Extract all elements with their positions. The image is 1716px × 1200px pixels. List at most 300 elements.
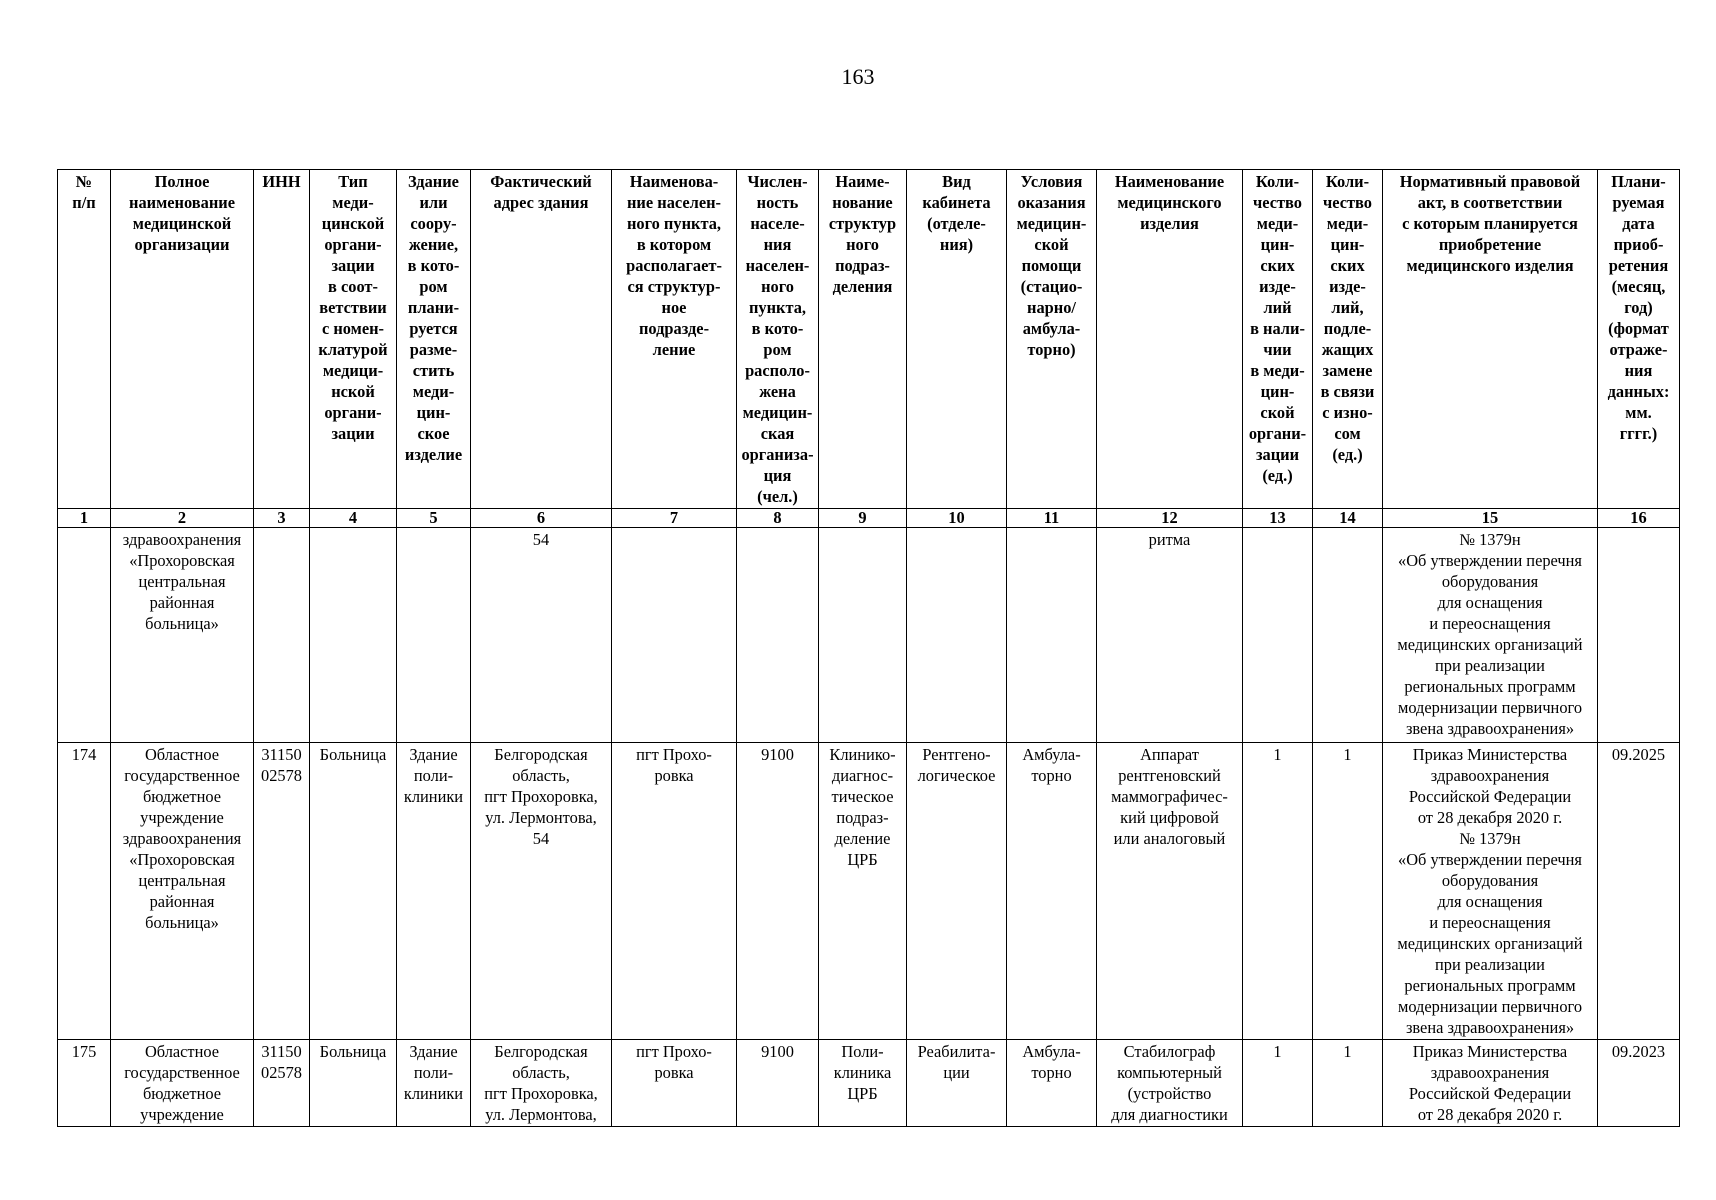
cell-line: торно) xyxy=(1027,340,1076,359)
cell-line: пгт Прохо- xyxy=(636,1042,712,1061)
cell-line: органи- xyxy=(1248,424,1307,443)
column-number: 7 xyxy=(612,509,737,528)
cell-line: Амбула- xyxy=(1022,745,1081,764)
column-number: 6 xyxy=(471,509,612,528)
table-cell xyxy=(471,743,612,1040)
cell-line: 02578 xyxy=(261,1063,302,1082)
cell-line: и переоснащения xyxy=(1429,614,1551,633)
cell-line: Условия xyxy=(1020,172,1083,191)
column-number: 14 xyxy=(1313,509,1383,528)
cell-line: подле- xyxy=(1323,319,1372,338)
cell-line: поли- xyxy=(413,1063,454,1082)
table-cell xyxy=(612,1040,737,1127)
table-cell xyxy=(907,743,1007,1040)
cell-line: № 1379н xyxy=(1459,829,1521,848)
cell-line: № 1379н xyxy=(1459,530,1521,549)
cell-line: в связи xyxy=(1320,382,1375,401)
cell-line: ровка xyxy=(654,1063,694,1082)
table-cell xyxy=(310,528,397,743)
column-header-5 xyxy=(397,170,471,509)
cell-line: лий xyxy=(1263,298,1292,317)
cell-line: при реализации xyxy=(1435,656,1545,675)
cell-line: торно xyxy=(1031,1063,1072,1082)
cell-line: маммографичес- xyxy=(1111,787,1228,806)
column-header-3 xyxy=(254,170,310,509)
cell-line: учреждение xyxy=(140,1105,224,1124)
column-header-8 xyxy=(737,170,819,509)
cell-line: ских xyxy=(1260,256,1295,275)
cell-line: меди- xyxy=(1326,214,1369,233)
cell-line: ного xyxy=(846,235,879,254)
cell-line: здравоохранения xyxy=(1430,766,1550,785)
cell-line: меди- xyxy=(412,382,455,401)
cell-line: область, xyxy=(512,1063,570,1082)
cell-line: зации xyxy=(331,256,375,275)
cell-line: пгт Прохоровка, xyxy=(484,1084,598,1103)
cell-line: Вид xyxy=(942,172,971,191)
cell-line: 175 xyxy=(71,1042,97,1061)
cell-line: «Об утверждении перечня xyxy=(1398,551,1582,570)
table-cell xyxy=(819,743,907,1040)
cell-line: клиника xyxy=(833,1063,892,1082)
cell-line: ность xyxy=(756,193,799,212)
cell-line: Наименова- xyxy=(629,172,719,191)
cell-line: от 28 декабря 2020 г. xyxy=(1417,808,1563,827)
table-cell xyxy=(58,1040,111,1127)
cell-line: больница» xyxy=(145,913,219,932)
cell-line: с номен- xyxy=(321,319,385,338)
table-cell xyxy=(254,1040,310,1127)
cell-line: ром xyxy=(419,277,448,296)
table-cell xyxy=(1007,1040,1097,1127)
cell-line: Нормативный правовой xyxy=(1399,172,1581,191)
table-cell xyxy=(1007,528,1097,743)
cell-line: ром xyxy=(763,340,792,359)
cell-line: 31150 xyxy=(261,745,302,764)
column-header-12 xyxy=(1097,170,1243,509)
cell-line: кий цифровой xyxy=(1120,808,1219,827)
table-cell xyxy=(737,528,819,743)
cell-line: организа- xyxy=(741,445,814,464)
cell-line: 02578 xyxy=(261,766,302,785)
table-cell xyxy=(1097,1040,1243,1127)
cell-line: районная xyxy=(149,892,215,911)
cell-line: подразде- xyxy=(638,319,710,338)
cell-line: нарно/ xyxy=(1027,298,1076,317)
cell-line: ское xyxy=(417,424,450,443)
cell-line: год) xyxy=(1624,298,1653,317)
cell-line: логическое xyxy=(917,766,996,785)
cell-line: Аппарат xyxy=(1140,745,1199,764)
cell-line: компьютерный xyxy=(1117,1063,1222,1082)
cell-line: поли- xyxy=(413,766,454,785)
cell-line: в соот- xyxy=(328,277,378,296)
cell-line: располагает- xyxy=(626,256,722,275)
column-header-2 xyxy=(111,170,254,509)
cell-line: звена здравоохранения» xyxy=(1405,719,1575,738)
cell-line: медицин- xyxy=(1016,214,1087,233)
table-cell xyxy=(254,743,310,1040)
column-number: 2 xyxy=(111,509,254,528)
cell-line: Российской Федерации xyxy=(1408,1084,1572,1103)
cell-line: 09.2025 xyxy=(1611,745,1666,764)
column-number: 13 xyxy=(1243,509,1313,528)
cell-line: амбула- xyxy=(1022,319,1081,338)
table-cell xyxy=(1598,1040,1680,1127)
table-cell xyxy=(819,528,907,743)
cell-line: бюджетное xyxy=(142,787,222,806)
cell-line: жена xyxy=(759,382,796,401)
table-cell xyxy=(612,528,737,743)
cell-line: региональных программ xyxy=(1404,976,1576,995)
cell-line: или аналоговый xyxy=(1113,829,1226,848)
table-cell xyxy=(1097,528,1243,743)
cell-line: (формат xyxy=(1608,319,1669,338)
cell-line: Клинико- xyxy=(829,745,896,764)
cell-line: в нали- xyxy=(1250,319,1305,338)
cell-line: «Прохоровская xyxy=(129,551,235,570)
cell-line: ЦРБ xyxy=(847,850,878,869)
cell-line: Приказ Министерства xyxy=(1412,1042,1568,1061)
cell-line: 9100 xyxy=(761,1042,794,1061)
cell-line: наименование xyxy=(129,193,235,212)
table-cell xyxy=(397,1040,471,1127)
table-cell xyxy=(819,1040,907,1127)
cell-line: 174 xyxy=(71,745,97,764)
cell-line: 9100 xyxy=(761,745,794,764)
table-cell xyxy=(1007,743,1097,1040)
cell-line: Больница xyxy=(319,745,387,764)
cell-line: ул. Лермонтова, xyxy=(485,808,597,827)
equipment-table xyxy=(57,169,1680,1127)
table-cell xyxy=(111,1040,254,1127)
cell-line: чии xyxy=(1263,340,1292,359)
table-cell xyxy=(58,528,111,743)
cell-line: подраз- xyxy=(836,808,889,827)
cell-line: медици- xyxy=(322,361,384,380)
cell-line: Белгородская xyxy=(494,745,588,764)
cell-line: государственное xyxy=(124,766,240,785)
cell-line: располо- xyxy=(745,361,810,380)
table-cell xyxy=(1243,743,1313,1040)
cell-line: клатурой xyxy=(318,340,388,359)
cell-line: (отделе- xyxy=(927,214,986,233)
cell-line: цин- xyxy=(1330,235,1365,254)
cell-line: приобретение xyxy=(1438,235,1542,254)
column-number: 11 xyxy=(1007,509,1097,528)
cell-line: ния) xyxy=(939,235,974,254)
cell-line: медицин- xyxy=(742,403,813,422)
cell-line: государственное xyxy=(124,1063,240,1082)
cell-line: оказания xyxy=(1017,193,1086,212)
cell-line: Российской Федерации xyxy=(1408,787,1572,806)
cell-line: региональных программ xyxy=(1404,677,1576,696)
cell-line: районная xyxy=(149,593,215,612)
cell-line: ровка xyxy=(654,766,694,785)
cell-line: ИНН xyxy=(262,172,301,191)
column-number: 10 xyxy=(907,509,1007,528)
cell-line: ния xyxy=(1624,361,1653,380)
cell-line: меди- xyxy=(1256,214,1299,233)
table-cell xyxy=(1383,1040,1598,1127)
cell-line: в кото- xyxy=(407,256,460,275)
column-header-14 xyxy=(1313,170,1383,509)
cell-line: изде- xyxy=(1329,277,1366,296)
cell-line: ного пункта, xyxy=(626,214,722,233)
cell-line: руется xyxy=(409,319,458,338)
table-cell xyxy=(58,743,111,1040)
cell-line: с изно- xyxy=(1322,403,1373,422)
cell-line: ции xyxy=(943,1063,970,1082)
cell-line: плани- xyxy=(407,298,460,317)
cell-line: Коли- xyxy=(1255,172,1300,191)
table-row xyxy=(58,528,1680,743)
cell-line: Здание xyxy=(409,745,458,764)
cell-line: ритма xyxy=(1148,530,1191,549)
cell-line: рентгеновский xyxy=(1118,766,1221,785)
cell-line: (ед.) xyxy=(1262,466,1293,485)
cell-line: нование xyxy=(832,193,893,212)
cell-line: ретения xyxy=(1608,256,1669,275)
cell-line: зации xyxy=(331,424,375,443)
cell-line: организации xyxy=(134,235,230,254)
cell-line: для оснащения xyxy=(1437,892,1543,911)
cell-line: адрес здания xyxy=(493,193,589,212)
cell-line: торно xyxy=(1031,766,1072,785)
cell-line: отраже- xyxy=(1609,340,1668,359)
cell-line: модернизации первичного xyxy=(1397,997,1583,1016)
cell-line: клиники xyxy=(403,1084,464,1103)
cell-line: Фактический xyxy=(490,172,592,191)
cell-line: населе- xyxy=(750,214,805,233)
cell-line: мм. xyxy=(1625,403,1652,422)
table-cell xyxy=(1598,743,1680,1040)
table-cell xyxy=(737,743,819,1040)
cell-line: цин- xyxy=(1260,382,1295,401)
cell-line: Здание xyxy=(408,172,459,191)
cell-line: акт, в соответствии xyxy=(1417,193,1563,212)
cell-line: или xyxy=(419,193,448,212)
cell-line: медицинского xyxy=(1117,193,1222,212)
cell-line: (ед.) xyxy=(1332,445,1363,464)
table-cell xyxy=(1097,743,1243,1040)
table-row xyxy=(58,743,1680,1040)
cell-line: клиники xyxy=(403,787,464,806)
cell-line: органи- xyxy=(324,235,382,254)
cell-line: Стабилограф xyxy=(1123,1042,1216,1061)
cell-line: бюджетное xyxy=(142,1084,222,1103)
cell-line: ного xyxy=(761,277,794,296)
column-header-11 xyxy=(1007,170,1097,509)
cell-line: центральная xyxy=(138,871,226,890)
cell-line: Приказ Министерства xyxy=(1412,745,1568,764)
cell-line: (чел.) xyxy=(757,487,798,506)
column-number: 5 xyxy=(397,509,471,528)
cell-line: медицинских организаций xyxy=(1397,934,1583,953)
cell-line: помощи xyxy=(1021,256,1082,275)
cell-line: структур xyxy=(828,214,897,233)
column-header-4 xyxy=(310,170,397,509)
column-number: 3 xyxy=(254,509,310,528)
column-header-9 xyxy=(819,170,907,509)
cell-line: для оснащения xyxy=(1437,593,1543,612)
cell-line: звена здравоохранения» xyxy=(1405,1018,1575,1037)
table-cell xyxy=(907,528,1007,743)
cell-line: ветствии xyxy=(319,298,387,317)
cell-line: цин- xyxy=(416,403,451,422)
table-row xyxy=(58,1040,1680,1127)
table-cell xyxy=(907,1040,1007,1127)
cell-line: стить xyxy=(412,361,455,380)
cell-line: для диагностики xyxy=(1111,1105,1228,1124)
cell-line: диагнос- xyxy=(831,766,894,785)
cell-line: меди- xyxy=(332,193,374,212)
cell-line: Наиме- xyxy=(835,172,890,191)
cell-line: органи- xyxy=(324,403,382,422)
table-cell xyxy=(1598,528,1680,743)
cell-line: цин- xyxy=(1260,235,1295,254)
cell-line: больница» xyxy=(145,614,219,633)
cell-line: ской xyxy=(1260,403,1295,422)
cell-line: здравоохранения xyxy=(122,530,242,549)
page-number: 163 xyxy=(841,64,875,89)
column-header-15 xyxy=(1383,170,1598,509)
cell-line: ние населен- xyxy=(626,193,722,212)
cell-line: жащих xyxy=(1321,340,1374,359)
column-number: 8 xyxy=(737,509,819,528)
cell-line: в меди- xyxy=(1250,361,1305,380)
table-cell xyxy=(1243,1040,1313,1127)
cell-line: учреждение xyxy=(140,808,224,827)
cell-line: оборудования xyxy=(1441,572,1539,591)
cell-line: здравоохранения xyxy=(1430,1063,1550,1082)
cell-line: 1 xyxy=(1343,745,1352,764)
column-header-16 xyxy=(1598,170,1680,509)
cell-line: (стацио- xyxy=(1020,277,1083,296)
column-number: 1 xyxy=(58,509,111,528)
cell-line: ская xyxy=(760,424,795,443)
cell-line: Здание xyxy=(409,1042,458,1061)
cell-line: (устройство xyxy=(1127,1084,1212,1103)
cell-line: замене xyxy=(1322,361,1373,380)
table-cell xyxy=(310,743,397,1040)
cell-line: населен- xyxy=(745,256,810,275)
cell-line: в кото- xyxy=(751,319,804,338)
cell-line: Рентгено- xyxy=(922,745,991,764)
table-cell xyxy=(471,1040,612,1127)
cell-line: Областное xyxy=(144,1042,220,1061)
table-cell xyxy=(397,743,471,1040)
cell-line: изде- xyxy=(1259,277,1296,296)
cell-line: дата xyxy=(1622,214,1655,233)
cell-line: чество xyxy=(1323,193,1372,212)
cell-line: 54 xyxy=(532,829,550,848)
table-cell xyxy=(111,743,254,1040)
cell-line: область, xyxy=(512,766,570,785)
cell-line: чество xyxy=(1253,193,1302,212)
cell-line: подраз- xyxy=(835,256,890,275)
cell-line: Белгородская xyxy=(494,1042,588,1061)
cell-line: оборудования xyxy=(1441,871,1539,890)
cell-line: с которым планируется xyxy=(1402,214,1578,233)
cell-line: ской xyxy=(1034,235,1069,254)
cell-line: 1 xyxy=(1273,745,1282,764)
column-header-13 xyxy=(1243,170,1313,509)
cell-line: приоб- xyxy=(1613,235,1664,254)
header-row xyxy=(58,170,1680,509)
cell-line: нской xyxy=(331,382,375,401)
cell-line: кабинета xyxy=(922,193,991,212)
cell-line: Числен- xyxy=(747,172,808,191)
cell-line: ул. Лермонтова, xyxy=(485,1105,597,1124)
cell-line: медицинских организаций xyxy=(1397,635,1583,654)
cell-line: Плани- xyxy=(1611,172,1666,191)
cell-line: руемая xyxy=(1612,193,1665,212)
cell-line: жение, xyxy=(408,235,459,254)
cell-line: зации xyxy=(1255,445,1300,464)
cell-line: Поли- xyxy=(841,1042,884,1061)
cell-line: «Прохоровская xyxy=(129,850,235,869)
cell-line: ЦРБ xyxy=(847,1084,878,1103)
table-cell xyxy=(1383,528,1598,743)
table-cell xyxy=(612,743,737,1040)
cell-line: ция xyxy=(763,466,792,485)
cell-line: соору- xyxy=(410,214,457,233)
table-cell xyxy=(471,528,612,743)
cell-line: ских xyxy=(1330,256,1365,275)
cell-line: Тип xyxy=(338,172,368,191)
cell-line: цинской xyxy=(321,214,385,233)
cell-line: ся структур- xyxy=(627,277,721,296)
cell-line: гггг.) xyxy=(1619,424,1658,443)
cell-line: Наименование xyxy=(1114,172,1225,191)
cell-line: изделия xyxy=(1140,214,1199,233)
cell-line: ление xyxy=(652,340,696,359)
cell-line: разме- xyxy=(409,340,458,359)
column-header-10 xyxy=(907,170,1007,509)
column-number: 16 xyxy=(1598,509,1680,528)
cell-line: 09.2023 xyxy=(1611,1042,1666,1061)
cell-line: ния xyxy=(763,235,792,254)
column-number-row xyxy=(58,509,1680,528)
cell-line: 54 xyxy=(532,530,550,549)
cell-line: 1 xyxy=(1343,1042,1352,1061)
column-number: 12 xyxy=(1097,509,1243,528)
table-cell xyxy=(1383,743,1598,1040)
cell-line: в котором xyxy=(636,235,712,254)
cell-line: Областное xyxy=(144,745,220,764)
cell-line: и переоснащения xyxy=(1429,913,1551,932)
column-header-7 xyxy=(612,170,737,509)
cell-line: пгт Прохоровка, xyxy=(484,787,598,806)
cell-line: Амбула- xyxy=(1022,1042,1081,1061)
table-cell xyxy=(1313,743,1383,1040)
cell-line: № xyxy=(75,172,93,191)
cell-line: (месяц, xyxy=(1611,277,1666,296)
table-cell xyxy=(1313,528,1383,743)
cell-line: медицинской xyxy=(132,214,232,233)
cell-line: центральная xyxy=(138,572,226,591)
cell-line: пгт Прохо- xyxy=(636,745,712,764)
table-cell xyxy=(737,1040,819,1127)
cell-line: Полное xyxy=(154,172,210,191)
table-cell xyxy=(254,528,310,743)
cell-line: 31150 xyxy=(261,1042,302,1061)
column-number: 15 xyxy=(1383,509,1598,528)
table-cell xyxy=(1313,1040,1383,1127)
column-number: 9 xyxy=(819,509,907,528)
table-cell xyxy=(111,528,254,743)
